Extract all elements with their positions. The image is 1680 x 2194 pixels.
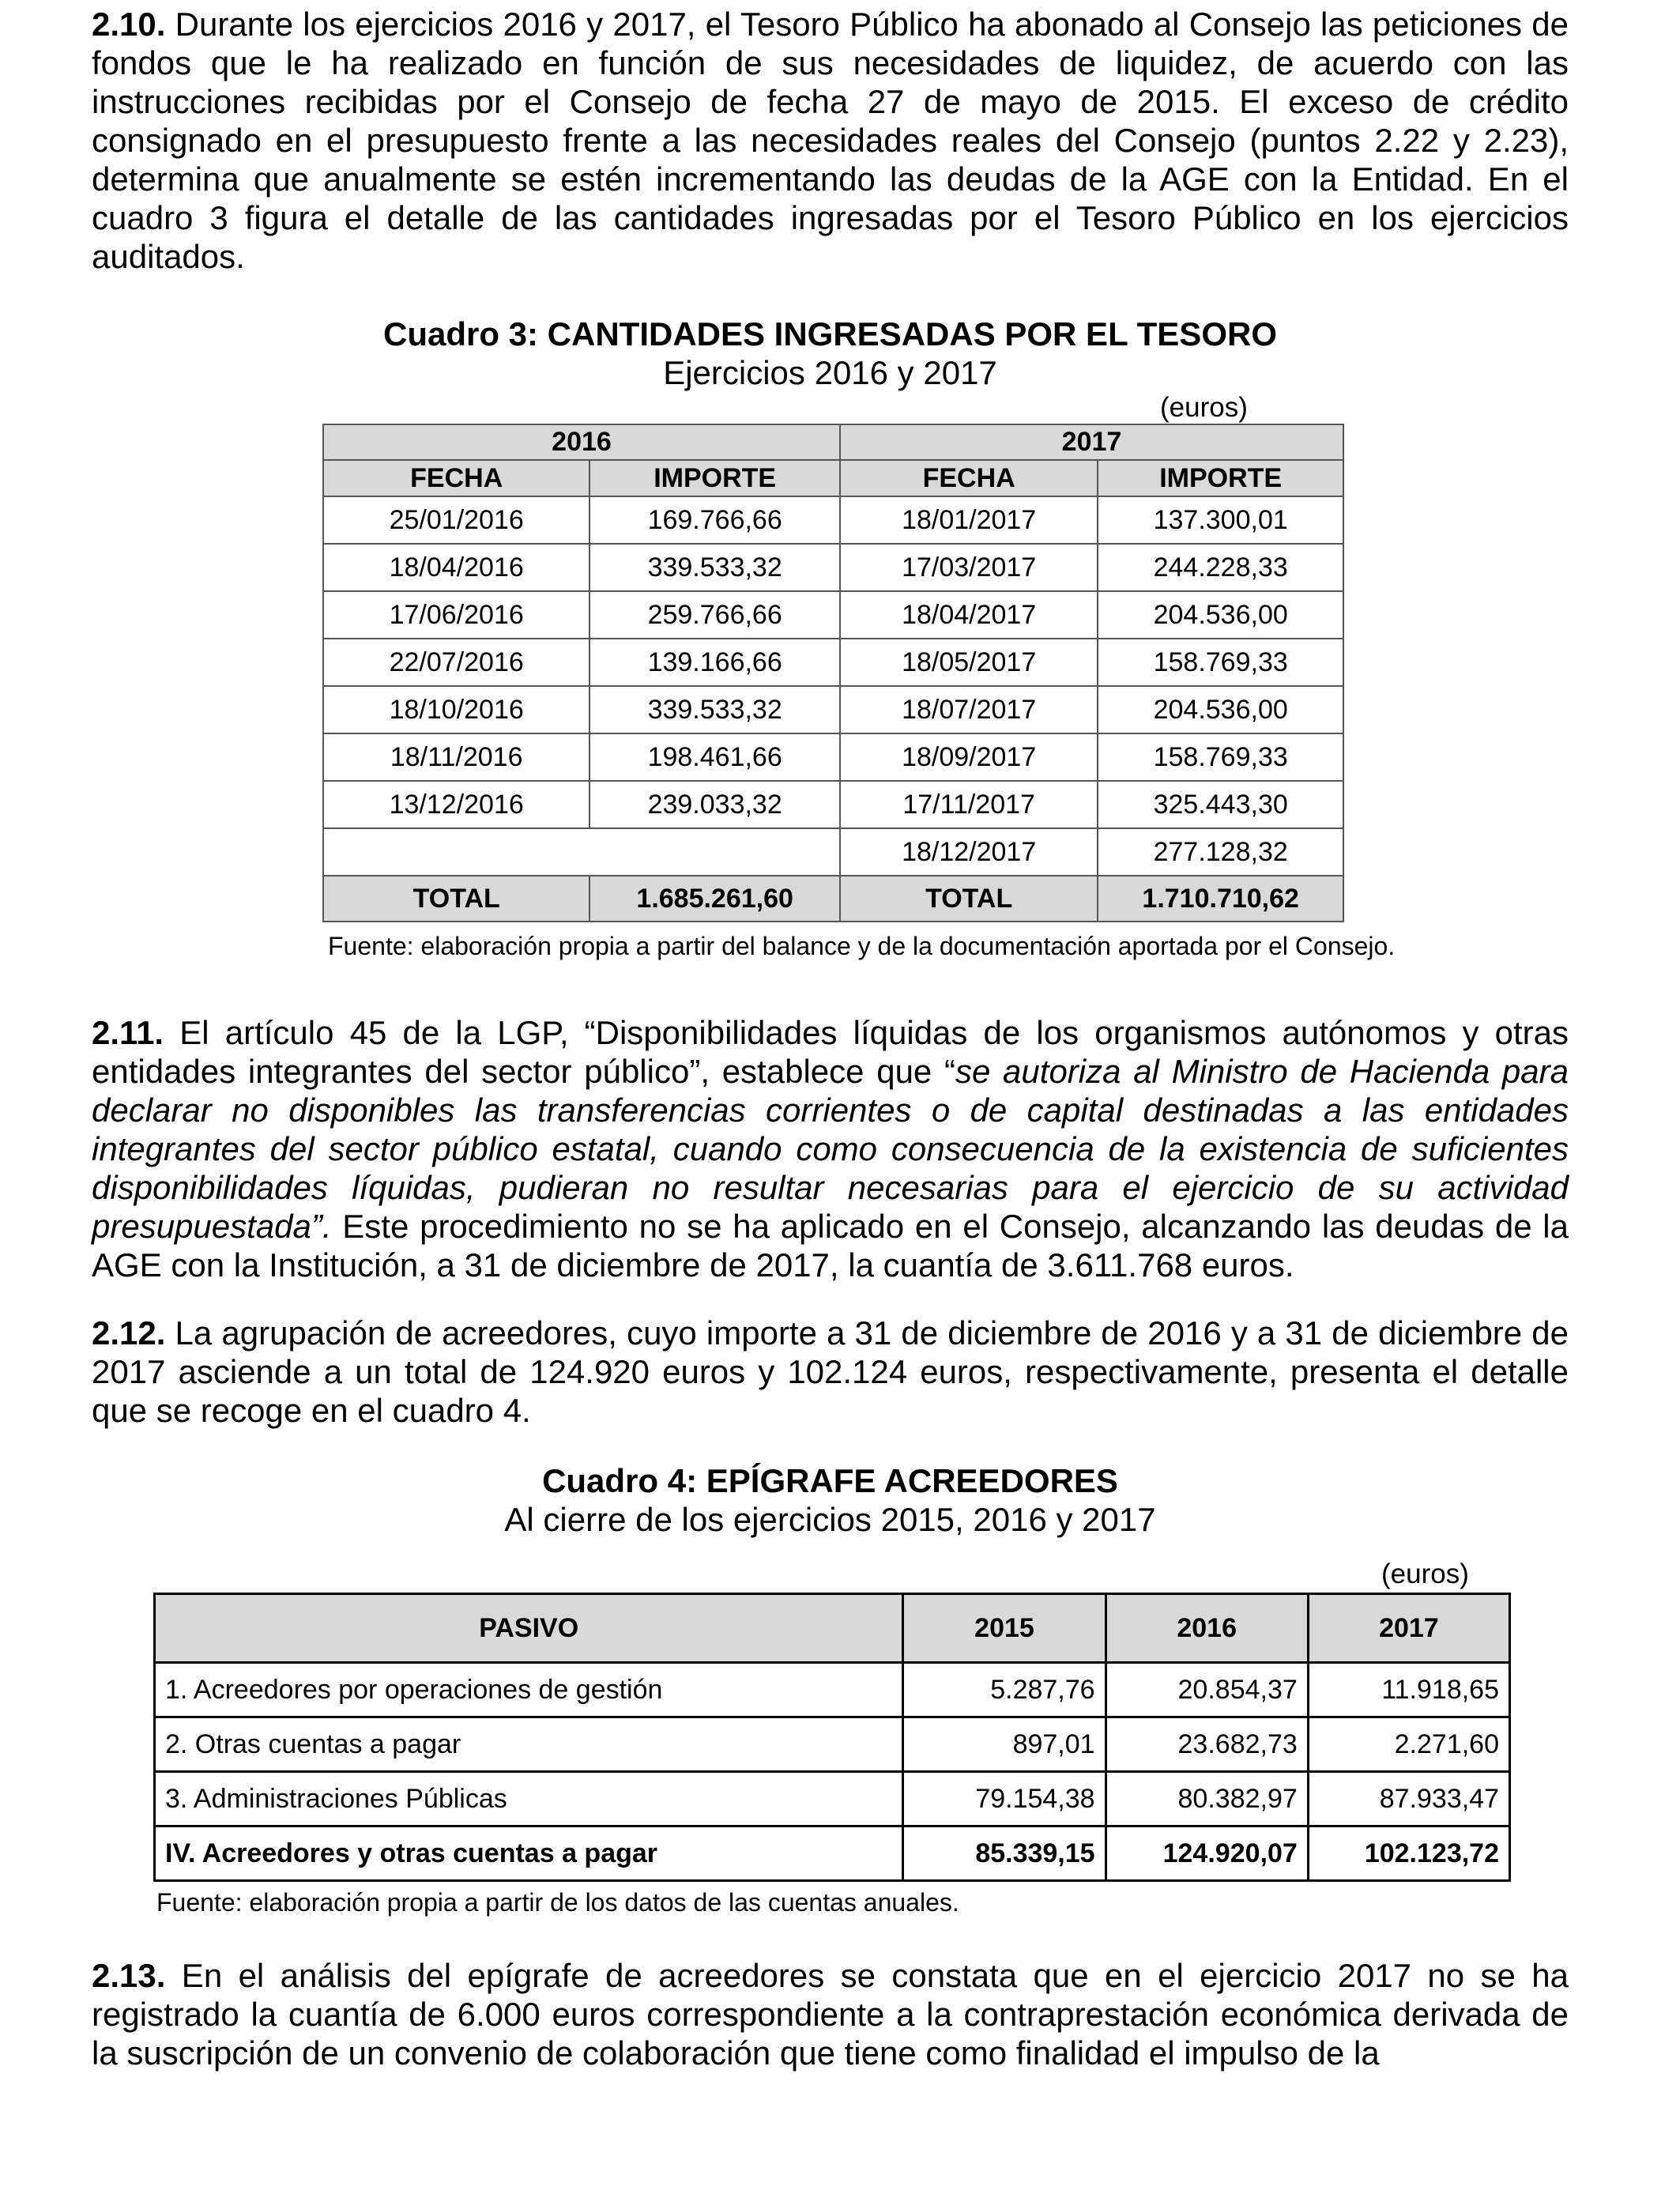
- total-label: TOTAL: [840, 876, 1098, 922]
- cuadro3-source: Fuente: elaboración propia a partir del balance y de la documentación aportada por el Consejo.: [328, 932, 1396, 960]
- cell-fecha-2017: 17/11/2017: [840, 781, 1098, 828]
- cell-importe-2016: 339.533,32: [590, 686, 840, 733]
- cell-importe-2017: 204.536,00: [1098, 686, 1343, 733]
- cell-fecha-2017: 18/09/2017: [840, 733, 1098, 781]
- table-row: [323, 591, 1343, 639]
- year-header-2017: 2017: [840, 424, 1343, 460]
- cell-fecha-2017: 18/01/2017: [840, 496, 1098, 544]
- cell-2017: 102.123,72: [1308, 1826, 1509, 1881]
- cell-importe-2017: 158.769,33: [1098, 639, 1343, 686]
- cell-fecha-2016: 18/11/2016: [323, 733, 590, 781]
- cell-fecha-2017: 17/03/2017: [840, 544, 1098, 591]
- col-header-importe: IMPORTE: [590, 460, 840, 496]
- paragraph-number: 2.11.: [92, 1014, 164, 1051]
- cell-importe-2017: 204.536,00: [1098, 591, 1343, 639]
- cell-fecha-2017: 18/05/2017: [840, 639, 1098, 686]
- col-header-pasivo: PASIVO: [155, 1594, 903, 1663]
- row-label: IV. Acreedores y otras cuentas a pagar: [155, 1826, 903, 1881]
- row-label: 2. Otras cuentas a pagar: [155, 1717, 903, 1772]
- cuadro4-title: Cuadro 4: EPÍGRAFE ACREEDORES: [542, 1462, 1118, 1499]
- cell-2017: 2.271,60: [1308, 1717, 1509, 1772]
- table-row: [155, 1772, 1510, 1826]
- col-header-fecha: FECHA: [323, 460, 590, 496]
- col-header-2016: 2016: [1106, 1594, 1308, 1663]
- cuadro3-title: Cuadro 3: CANTIDADES INGRESADAS POR EL TESORO: [382, 315, 1277, 352]
- cell-importe-2017: 137.300,01: [1098, 496, 1343, 544]
- row-label: 1. Acreedores por operaciones de gestión: [155, 1663, 903, 1717]
- table-row: [323, 686, 1343, 733]
- table-row: [155, 1663, 1510, 1717]
- table-row: [323, 496, 1343, 544]
- total-2017: 1.710.710,62: [1098, 876, 1343, 922]
- cuadro3-subtitle: Ejercicios 2016 y 2017: [663, 354, 997, 391]
- cell-importe-2016: 259.766,66: [590, 591, 840, 639]
- cell-importe-2016: 169.766,66: [590, 496, 840, 544]
- cell-fecha-2016: 18/04/2016: [323, 544, 590, 591]
- table-row: [155, 1717, 1510, 1772]
- cell-fecha-2016: 13/12/2016: [323, 781, 590, 828]
- cell-importe-2017: 158.769,33: [1098, 733, 1343, 781]
- paragraph-text: El artículo 45 de la LGP, “Disponibilidades líquidas de los organismos autónomos y otras entidades integrantes del sector público”, establece que “: [92, 1014, 1569, 1090]
- cell-importe-2016: 198.461,66: [590, 733, 840, 781]
- cell-fecha-2016: 17/06/2016: [323, 591, 590, 639]
- cell-2015: 79.154,38: [903, 1772, 1106, 1826]
- paragraph-text: Este procedimiento no se ha aplicado en el Consejo, alcanzando las deudas de la AGE con la Institución, a 31 de diciembre de 2017, la cuantía de 3.611.768 euros.: [92, 1208, 1569, 1284]
- paragraph-text: En el análisis del epígrafe de acreedores se constata que en el ejercicio 2017 no se ha registrado la cuantía de 6.000 euros correspondiente a la contraprestación económica derivada de la suscripción de un convenio de colaboración que tiene como finalidad el impulso de la: [92, 1957, 1569, 2071]
- year-header-2016: 2016: [323, 424, 840, 460]
- total-row: [323, 876, 1343, 922]
- cell-fecha-2017: 18/04/2017: [840, 591, 1098, 639]
- paragraph-quote: se autoriza al Ministro de Hacienda para declarar no disponibles las transferencias corrientes o de capital destinadas a las entidades integrantes del sector público estatal, cuando como consecuencia de la existencia de suficientes disponibilidades líquidas, pudieran no resultar necesarias para el ejercicio de su actividad presupuestada”.: [92, 1053, 1569, 1245]
- cell-2017: 11.918,65: [1308, 1663, 1509, 1717]
- col-header-importe: IMPORTE: [1098, 460, 1343, 496]
- cuadro3-table: [322, 424, 1344, 922]
- paragraph-2-10: [92, 5, 1569, 276]
- cell-importe-2016: [590, 828, 840, 876]
- cell-2017: 87.933,47: [1308, 1772, 1509, 1826]
- cell-importe-2016: 239.033,32: [590, 781, 840, 828]
- cell-2016: 23.682,73: [1106, 1717, 1308, 1772]
- cuadro4-source: Fuente: elaboración propia a partir de los datos de las cuentas anuales.: [156, 1888, 959, 1917]
- paragraph-text: La agrupación de acreedores, cuyo importe a 31 de diciembre de 2016 y a 31 de diciembre de 2017 asciende a un total de 124.920 euros y 102.124 euros, respectivamente, presenta el detalle que se recoge en el cuadro 4.: [92, 1314, 1569, 1429]
- cell-fecha-2016: 25/01/2016: [323, 496, 590, 544]
- col-header-2017: 2017: [1308, 1594, 1509, 1663]
- cuadro4-table: [153, 1593, 1511, 1882]
- table-row: [323, 544, 1343, 591]
- table-row: [323, 828, 1343, 876]
- cell-importe-2016: 139.166,66: [590, 639, 840, 686]
- total-label: TOTAL: [323, 876, 590, 922]
- paragraph-text: Durante los ejercicios 2016 y 2017, el Tesoro Público ha abonado al Consejo las peticiones de fondos que le ha realizado en función de sus necesidades de liquidez, de acuerdo con las instrucciones recibidas por el Consejo de fecha 27 de mayo de 2015. El exceso de crédito consignado en el presupuesto frente a las necesidades reales del Consejo (puntos 2.22 y 2.23), determina que anualmente se estén incrementando las deudas de la AGE con la Entidad. En el cuadro 3 figura el detalle de las cantidades ingresadas por el Tesoro Público en los ejercicios auditados.: [92, 6, 1569, 275]
- table-row: [323, 781, 1343, 828]
- paragraph-2-12: [92, 1314, 1569, 1430]
- paragraph-number: 2.13.: [92, 1957, 166, 1994]
- cell-fecha-2016: 18/10/2016: [323, 686, 590, 733]
- cuadro4-unit: (euros): [1381, 1559, 1469, 1589]
- cell-2016: 124.920,07: [1106, 1826, 1308, 1881]
- cell-2015: 897,01: [903, 1717, 1106, 1772]
- total-row: [155, 1826, 1510, 1881]
- row-label: 3. Administraciones Públicas: [155, 1772, 903, 1826]
- cell-fecha-2017: 18/12/2017: [840, 828, 1098, 876]
- cell-importe-2017: 325.443,30: [1098, 781, 1343, 828]
- cuadro3-unit: (euros): [1160, 392, 1248, 423]
- paragraph-number: 2.12.: [92, 1314, 166, 1351]
- col-header-fecha: FECHA: [840, 460, 1098, 496]
- total-2016: 1.685.261,60: [590, 876, 840, 922]
- paragraph-number: 2.10.: [92, 6, 166, 43]
- cell-fecha-2017: 18/07/2017: [840, 686, 1098, 733]
- table-row: [323, 733, 1343, 781]
- cell-importe-2017: 244.228,33: [1098, 544, 1343, 591]
- table-row: [323, 639, 1343, 686]
- cell-importe-2016: 339.533,32: [590, 544, 840, 591]
- cell-fecha-2016: 22/07/2016: [323, 639, 590, 686]
- cell-2016: 20.854,37: [1106, 1663, 1308, 1717]
- cell-importe-2017: 277.128,32: [1098, 828, 1343, 876]
- cell-fecha-2016: [323, 828, 590, 876]
- cell-2016: 80.382,97: [1106, 1772, 1308, 1826]
- paragraph-2-11: [92, 1013, 1569, 1284]
- col-header-2015: 2015: [903, 1594, 1106, 1663]
- cell-2015: 5.287,76: [903, 1663, 1106, 1717]
- cell-2015: 85.339,15: [903, 1826, 1106, 1881]
- cuadro4-subtitle: Al cierre de los ejercicios 2015, 2016 y 2017: [504, 1501, 1156, 1538]
- paragraph-2-13: [92, 1956, 1569, 2072]
